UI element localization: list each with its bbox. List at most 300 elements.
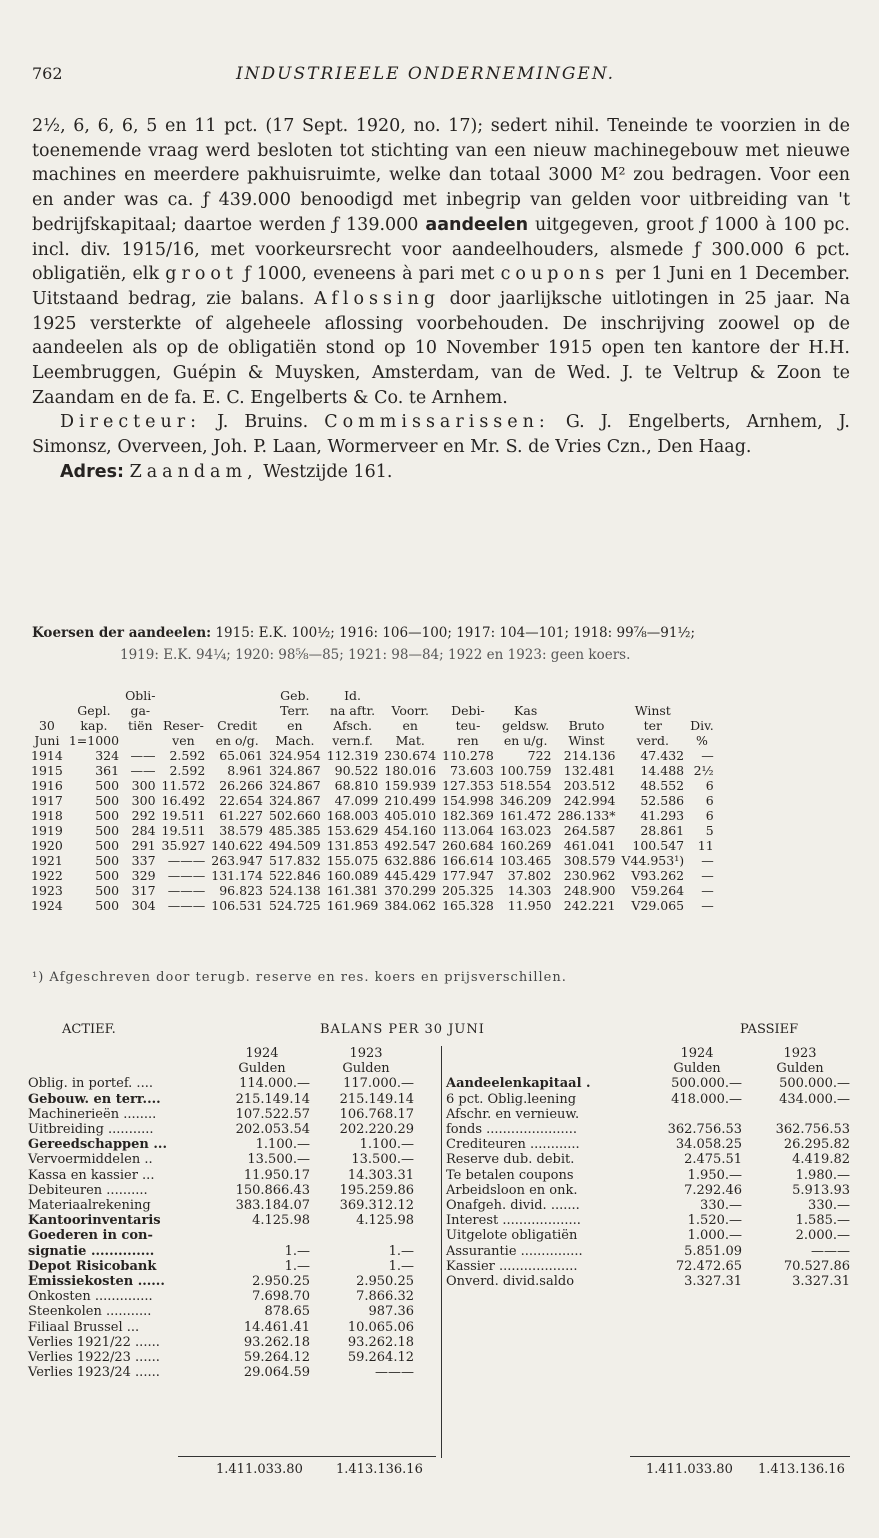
balance-item-label: Assurantie ............... [446,1243,583,1259]
table-cell: 6 [705,793,714,808]
column-header [618,688,687,703]
balance-row [28,1335,414,1350]
table-cell: 19.511 [161,808,206,823]
table-cell: 324 [95,748,120,763]
table-cell: 1915 [31,763,63,778]
table-cell: 161.969 [326,898,379,913]
balance-item-label: Interest ................... [446,1213,581,1229]
column-header: teu- [455,718,481,733]
table-cell: 286.133* [557,808,616,823]
table-cell: 500 [95,778,120,793]
column-header: Terr. [280,703,310,718]
balance-item-value: 1.000.— [687,1228,742,1244]
table-cell: 155.075 [326,853,379,868]
column-header: en u/g. [503,733,548,748]
table-row [28,748,717,763]
table-cell: 461.041 [563,838,616,853]
balance-item-value: 2.000.— [795,1228,850,1244]
table-cell: 110.278 [442,748,494,763]
table-cell: 324.867 [268,763,321,778]
table-cell: 38.579 [219,823,263,838]
table-cell: 500 [95,868,120,883]
table-cell: 291 [131,838,156,853]
table-cell: — [701,853,714,868]
table-cell: V59.264 [631,883,685,898]
balance-item-label: Verlies 1923/24 ...... [28,1365,160,1381]
balance-row [28,1228,414,1243]
table-cell: 518.554 [499,778,552,793]
column-header [159,703,209,718]
table-cell: 48.552 [640,778,685,793]
table-cell: —— [130,748,156,763]
column-header: Juni [34,733,60,748]
balance-item-label: 6 pct. Oblig.leening [446,1091,577,1107]
paragraph-text: per 1 Juni en 1 December. Uitstaand bedrag, zie balans. [32,264,850,309]
table-cell: 6 [705,808,714,823]
balance-item-label: Gereedschappen ... [28,1137,167,1153]
balance-item-label: Aandeelenkapitaal . [446,1076,591,1092]
table-cell: 500 [95,793,120,808]
column-header: Mat. [395,733,425,748]
balance-item-value: 3.327.31 [684,1274,742,1290]
balance-row [28,1259,414,1274]
table-cell: 14.303 [507,883,552,898]
table-row [28,778,717,793]
balance-item-value: 14.461.41 [243,1319,310,1335]
liabilities-total-1923: 1.413.136.16 [758,1462,845,1477]
table-cell: 454.160 [384,823,437,838]
balance-item-label: Goederen in con- [28,1228,153,1244]
balance-item-value [742,1107,850,1122]
balance-row [28,1304,414,1319]
table-cell: 445.429 [384,868,437,883]
balance-row [446,1183,850,1198]
table-cell: ——— [167,898,206,913]
column-header: Div. [690,718,714,733]
column-header: ter [643,718,662,733]
column-header: Bruto [568,718,605,733]
table-cell: 19.511 [161,823,206,838]
balance-row [28,1350,414,1365]
emphasis-aandeelen: aandeelen [425,214,529,235]
balance-row [28,1168,414,1183]
table-cell: 26.266 [219,778,263,793]
column-header: Afsch. [333,718,372,733]
balance-item-value: 215.149.14 [339,1091,414,1107]
table-cell: 132.481 [563,763,616,778]
table-cell: 100.759 [499,763,552,778]
balance-column-header: 1923 [783,1046,817,1061]
table-cell: 524.138 [268,883,321,898]
balance-column-header: Gulden [238,1061,286,1077]
page-number: 762 [32,64,63,83]
balance-row [28,1213,414,1228]
column-header: Id. [344,688,361,703]
column-header: Mach. [275,733,315,748]
balance-column-header: 1924 [245,1046,279,1061]
balance-item-value: 383.184.07 [235,1198,310,1214]
financial-table-body [28,748,717,913]
column-header [687,688,717,703]
table-cell: 502.660 [268,808,321,823]
share-prices-line-2: 1919: E.K. 94¼; 1920: 98⅝—85; 1921: 98—84; 1922 en 1923: geen koers. [120,647,631,663]
table-cell: 214.136 [563,748,616,763]
column-header: Gepl. [77,703,111,718]
balance-item-value: 93.262.18 [243,1334,310,1350]
table-cell: 140.622 [211,838,263,853]
table-cell: 248.900 [563,883,616,898]
table-cell: 405.010 [384,808,437,823]
table-cell: 203.512 [563,778,616,793]
balance-row [446,1244,850,1259]
balance-item-value: 59.264.12 [243,1350,310,1366]
table-cell: 37.802 [507,868,552,883]
table-cell: ——— [167,853,206,868]
table-cell: 2½ [693,763,714,778]
table-cell: 337 [131,853,156,868]
table-cell: 100.547 [632,838,685,853]
assets-table [28,1046,414,1380]
table-cell: 22.654 [219,793,263,808]
table-cell: 11 [697,838,714,853]
column-header [28,688,66,703]
table-cell: — [701,883,714,898]
column-header: verd. [636,733,669,748]
table-cell: 304 [131,898,156,913]
table-cell: — [701,898,714,913]
table-cell: V29.065 [631,898,685,913]
balance-header [32,1022,850,1042]
table-cell: 1921 [31,853,63,868]
address-city: Zaandam, [129,461,258,482]
balance-item-value: 34.058.25 [675,1137,742,1153]
balance-row [446,1152,850,1167]
table-row [28,808,717,823]
balance-item-value [310,1228,414,1243]
balance-header-row [28,1061,414,1076]
balance-item-value: 10.065.06 [347,1319,414,1335]
balance-divider [441,1046,442,1458]
table-cell: 324.867 [268,793,321,808]
balance-item-label: Verlies 1922/23 ...... [28,1350,160,1366]
column-header: tiën [128,718,153,733]
table-cell: 263.947 [211,853,263,868]
balance-item-value: 107.522.57 [235,1106,310,1122]
table-cell: 722 [527,748,552,763]
table-cell: 6 [705,778,714,793]
table-cell: 230.674 [384,748,437,763]
table-cell: 370.299 [384,883,437,898]
table-cell: 384.062 [384,898,437,913]
table-cell: 182.369 [442,808,494,823]
table-cell: 1924 [31,898,63,913]
balance-item-value: 2.475.51 [684,1152,742,1168]
table-row [28,853,717,868]
column-header: na aftr. [329,703,376,718]
table-cell: 308.579 [563,853,616,868]
balance-item-value: 330.— [700,1198,742,1214]
balance-item-value: 202.053.54 [235,1122,310,1138]
table-cell: 166.614 [442,853,494,868]
table-cell: 1922 [31,868,63,883]
table-cell: 8.961 [227,763,263,778]
balance-item-label: Debiteuren .......... [28,1182,148,1198]
table-cell: 103.465 [499,853,552,868]
assets-total-rule [178,1456,436,1457]
paragraph-text: uitgegeven, groot ƒ 1000 à 100 pc. incl. div. 1915/16, met voorkeursrecht voor aandeelhouders, alsmede ƒ 300.000 6 pct. obligatiën, elk [32,214,850,285]
body-text [32,114,850,485]
table-cell: 11.572 [161,778,206,793]
assets-total-1924: 1.411.033.80 [216,1462,303,1477]
balance-item-value: 11.950.17 [243,1167,310,1183]
table-cell: 500 [95,838,120,853]
balance-row [28,1320,414,1335]
column-header: Kas [514,703,538,718]
running-header [32,64,819,88]
table-row [28,763,717,778]
column-header: vern.f. [332,733,373,748]
assets-body [28,1046,414,1380]
share-prices-values: 1915: E.K. 100½; 1916: 106—100; 1917: 104—101; 1918: 99⅞—91½; [215,625,696,641]
share-prices [32,622,850,666]
balance-item-label: Materiaalrekening [28,1198,151,1214]
balance-item-value: 1.— [388,1258,414,1274]
balance-item-value: 4.125.98 [252,1213,310,1229]
balance-row [28,1152,414,1167]
table-cell: 154.998 [442,793,494,808]
commissioners-label: Commissarissen: [324,412,550,433]
balance-item-value: 106.768.17 [339,1106,414,1122]
table-cell: 632.886 [384,853,437,868]
header-row [28,718,717,733]
balance-row [28,1183,414,1198]
spaced-word: coupons [500,264,610,285]
balance-header-row [446,1061,850,1076]
table-cell: 47.099 [334,793,379,808]
table-cell: 177.947 [442,868,494,883]
table-row [28,793,717,808]
table-cell: 1917 [31,793,63,808]
balance-row [28,1274,414,1289]
share-prices-line [32,622,850,644]
table-cell: 35.927 [161,838,206,853]
balance-item-label: Onkosten .............. [28,1289,153,1305]
balance-item-label: Kantoorinventaris [28,1213,161,1229]
balance-item-value: 1.100.— [359,1137,414,1153]
table-cell: 346.209 [499,793,552,808]
balance-row [446,1213,850,1228]
column-header [66,688,122,703]
table-cell: 1914 [31,748,63,763]
balance-header-row [28,1046,414,1061]
balance-column-header: Gulden [776,1061,824,1077]
table-cell: 230.962 [563,868,616,883]
balance-item-value: 13.500.— [247,1152,310,1168]
column-header [555,688,619,703]
balance-item-value: 202.220.29 [339,1122,414,1138]
liabilities-body [446,1046,850,1289]
balance-item-value: 362.756.53 [775,1122,850,1138]
table-cell: 1923 [31,883,63,898]
balance-item-value: 117.000.— [343,1076,414,1092]
table-cell: —— [130,763,156,778]
balance-item-value: 93.262.18 [347,1334,414,1350]
balance-item-value: 4.419.82 [792,1152,850,1168]
balance-item-label: Kassa en kassier ... [28,1167,155,1183]
table-row [28,883,717,898]
table-cell: 159.939 [384,778,437,793]
balance-item-value: 1.— [388,1243,414,1259]
table-cell: 131.853 [326,838,379,853]
balance-item-label: Afschr. en vernieuw. [446,1106,580,1122]
table-cell: 65.061 [219,748,263,763]
table-cell: ——— [167,868,206,883]
directors-paragraph [32,410,850,459]
table-cell: 500 [95,823,120,838]
column-header: 30 [38,718,55,733]
balance-item-value: 5.913.93 [792,1182,850,1198]
balance-row [28,1198,414,1213]
blank-cell [446,1046,644,1061]
column-header: ren [457,733,479,748]
balance-item-value: 1.— [284,1243,310,1259]
table-cell: 500 [95,898,120,913]
header-row [28,688,717,703]
table-cell: 47.432 [640,748,685,763]
column-header: Winst [634,703,671,718]
table-cell: 292 [131,808,156,823]
balance-item-label: Te betalen coupons [446,1167,574,1183]
column-header [159,688,209,703]
column-header: kap. [80,718,108,733]
column-header: geldsw. [502,718,550,733]
column-header [208,688,266,703]
balance-row [28,1092,414,1107]
share-prices-label: Koersen der aandeelen: [32,625,212,641]
balance-item-label: Uitbreiding ........... [28,1122,154,1138]
blank-cell [28,1046,206,1061]
spaced-word: Aflossing [314,288,441,309]
balance-row [446,1092,850,1107]
balance-row [446,1137,850,1152]
balance-row [446,1228,850,1243]
address-street: Westzijde 161. [263,461,393,482]
column-header: en [402,718,418,733]
balance-row [28,1076,414,1091]
balance-item-label: Verlies 1921/22 ...... [28,1334,160,1350]
table-cell: 2.592 [169,763,206,778]
table-cell: 494.509 [268,838,321,853]
balance-item-value: 7.698.70 [252,1289,310,1305]
column-header [555,703,619,718]
balance-item-value: 1.— [284,1258,310,1274]
balance-item-value: 1.100.— [255,1137,310,1153]
balance-item-label: Onafgeh. divid. ....... [446,1198,580,1214]
spaced-word: groot [165,264,238,285]
table-cell: 324.954 [268,748,321,763]
balance-item-label: Reserve dub. debit. [446,1152,575,1168]
column-header [497,688,555,703]
table-cell: 361 [95,763,120,778]
balance-item-label: Depot Risicobank [28,1258,157,1274]
balance-item-value: 7.292.46 [684,1182,742,1198]
table-cell: 90.522 [334,763,379,778]
table-cell: 300 [131,793,156,808]
column-header: Credit [217,718,258,733]
table-cell: 127.353 [442,778,494,793]
balance-row [446,1122,850,1137]
balance-item-value: 987.36 [368,1304,414,1320]
balance-row [446,1198,850,1213]
table-cell: 260.684 [442,838,494,853]
table-cell: 131.174 [211,868,263,883]
balance-item-label: Uitgelote obligatiën [446,1228,578,1244]
balance-item-value: 26.295.82 [783,1137,850,1153]
table-cell: 522.846 [268,868,321,883]
table-row [28,868,717,883]
header-row [28,733,717,748]
balance-row [28,1122,414,1137]
balance-item-value: 2.950.25 [252,1274,310,1290]
liabilities-total-1924: 1.411.033.80 [646,1462,733,1477]
column-header [381,688,439,703]
paragraph-text: 2½, 6, 6, 6, 5 en 11 pct. (17 Sept. 1920, no. 17); sedert nihil. Teneinde te voorzien in de toenemende vraag werd besloten tot stichting van een nieuw machinegebouw met nieuwe machines en meerdere pakhuisruimte, welke dan totaal 3000 M² zou bedragen. Voor een en ander was ca. ƒ 439.000 benoodigd met inbegrip van gelden voor uitbreiding van 't bedrijfskapitaal; daartoe werden ƒ 139.000 [32,116,850,235]
balance-row [446,1274,850,1289]
description-paragraph [32,114,850,410]
balance-row [446,1107,850,1122]
liabilities-label: PASSIEF [740,1022,799,1037]
balance-item-value: 5.851.09 [684,1243,742,1259]
balance-item-value: 4.125.98 [356,1213,414,1229]
address-label: Adres: [60,461,124,482]
column-header: Obli- [125,688,156,703]
table-cell: 41.293 [640,808,685,823]
balance-item-label: fonds ...................... [446,1122,578,1138]
balance-item-value: 878.65 [264,1304,310,1320]
table-cell: 61.227 [219,808,263,823]
table-cell: 68.810 [334,778,379,793]
assets-label: ACTIEF. [62,1022,116,1037]
table-row [28,823,717,838]
balance-item-value: 1.520.— [687,1213,742,1229]
blank-cell [446,1061,644,1076]
balance-item-label: Machinerieën ........ [28,1106,157,1122]
balance-item-label: Gebouw. en terr.... [28,1091,161,1107]
balance-item-value: 3.327.31 [792,1274,850,1290]
assets-total-1923: 1.413.136.16 [336,1462,423,1477]
column-header: Geb. [280,688,310,703]
table-cell: 1916 [31,778,63,793]
financial-table-header [28,688,717,748]
balance-item-label: Vervoermiddelen .. [28,1152,153,1168]
table-cell: 16.492 [161,793,206,808]
table-cell: 28.861 [640,823,685,838]
table-cell: 14.488 [640,763,685,778]
balance-item-label: Onverd. divid.saldo [446,1274,575,1290]
column-header: Winst [568,733,605,748]
paragraph-text: ƒ 1000, eveneens à pari met [244,264,495,285]
balance-item-label: Kassier ................... [446,1258,578,1274]
table-cell: 160.269 [499,838,552,853]
column-header [28,703,66,718]
balance-item-label: Arbeidsloon en onk. [446,1182,578,1198]
liabilities-total-rule [630,1456,850,1457]
balance-item-value: 369.312.12 [339,1198,414,1214]
balance-item-value: 418.000.— [671,1091,742,1107]
table-cell: 205.325 [442,883,494,898]
table-row [28,838,717,853]
balance-column-header: Gulden [673,1061,721,1077]
